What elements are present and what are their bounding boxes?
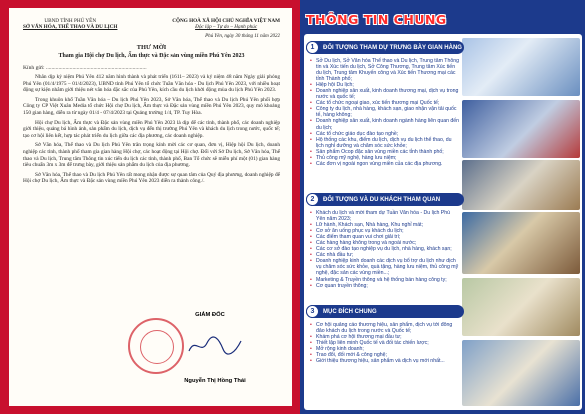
- list-item: • Các cơ sở đào tạo nghiệp vụ du lịch, nhà hàng, khách sạn;: [310, 246, 460, 252]
- photo-visitors: [462, 160, 580, 210]
- list-item: • Các hàng hàng không trong và ngoài nước;: [310, 240, 460, 246]
- list-item: • Các tổ chức giáo dục đào tạo nghề;: [310, 131, 460, 137]
- list-item: • Lữ hành, Khách sạn, Nhà hàng, Khu nghỉ mát;: [310, 222, 460, 228]
- section-title: ĐỐI TƯỢNG THAM DỰ TRƯNG BÀY GIAN HÀNG: [323, 44, 462, 51]
- section-header-purpose: [306, 305, 464, 318]
- list-item: • Sản phẩm Ocop đặc sản vùng miền các tỉnh thành phố;: [310, 149, 460, 155]
- list-item: • Mở rộng kinh doanh;: [310, 346, 460, 352]
- national-motto: [172, 18, 280, 30]
- issuing-agency: [23, 18, 117, 30]
- letter-title: THƯ MỜI: [136, 44, 167, 51]
- list-item: • Cơ quan truyền thông;: [310, 283, 460, 289]
- list-item: • Công ty du lịch, nhà hàng, khách sạn, giao nhận vận tải quốc tế, hàng không;: [310, 106, 460, 118]
- letter-paragraph: Hội chợ Du lịch, Ẩm thực và Đặc sản vùng miền Phú Yên 2023 là dịp để các tỉnh, thành phố, các doanh nghiệp giới thiệu, quảng bá hình ảnh, sản phẩm du lịch, dịch vụ đến thị trường Phú Yên và khách du lịch trong nước, quốc tế; tạo cơ hội liên kết, hợp tác phát triển du lịch giữa các địa phương, các doanh nghiệp.: [23, 119, 280, 139]
- letter-paragraph: Trong khuôn khổ Tuần Văn hóa – Du lịch Phú Yên 2023, Sở Văn hóa, Thể thao và Du lịch Phú Yên phối hợp Công ty CP Việt Xuân Media tổ chức Hội chợ Du lịch, Ẩm thực và Đặc sản vùng miền Phú Yên 2023, quy mô khoảng 150 gian hàng, diễn ra từ ngày 01/4 - 07/4/2023 tại Quảng trường 1/4, TP. Tuy Hòa.: [23, 96, 280, 116]
- list-item: • Cơ hội quảng cáo thương hiệu, sản phẩm, dịch vụ tới đông đảo khách du lịch trong nước và Quốc tế;: [310, 322, 460, 334]
- list-item: • Các nhà đầu tư;: [310, 252, 460, 258]
- purpose-list: [310, 322, 460, 364]
- exhibitor-list: [310, 58, 460, 167]
- list-item: • Thủ công mỹ nghệ, hàng lưu niệm;: [310, 155, 460, 161]
- list-item: • Marketing & Truyền thông và hệ thống bán hàng công ty;: [310, 277, 460, 283]
- agency-line-1: UBND TỈNH PHÚ YÊN: [44, 18, 97, 24]
- section-header-exhibitors: [306, 41, 464, 54]
- list-item: • Hiệp hội Du lịch;: [310, 82, 460, 88]
- list-item: • Doanh nghiệp sản xuất, kinh doanh ngành hàng liên quan đến du lịch;: [310, 118, 460, 130]
- list-item: • Thiết lập liên minh Quốc tế và đối tác chiến lược;: [310, 340, 460, 346]
- list-item: • Sở Du lịch, Sở Văn hóa Thể thao và Du lịch, Trung tâm Thông tin và Xúc tiến du lịch, Sở Công Thương, Trung tâm Xúc tiến du lịch, Trung tâm Khuyến công và Xúc tiến Thương mại các tỉnh Thành phố;: [310, 58, 460, 82]
- photo-opening-ceremony: [462, 100, 580, 158]
- list-item: • Khám phá cơ hội thương mại đầu tư;: [310, 334, 460, 340]
- photo-exhibition-booth: [462, 38, 580, 96]
- signer-name: Nguyễn Thị Hồng Thái: [184, 378, 246, 384]
- letter-subtitle: Tham gia Hội chợ Du lịch, Ẩm thực và Đặc sản vùng miền Phú Yên 2023: [58, 53, 245, 59]
- visitor-list: [310, 210, 460, 289]
- official-seal: [128, 318, 184, 374]
- list-item: • Hộ thống các khu, điểm du lịch, dịch vụ du lịch thể thao, du lịch nghỉ dưỡng và chăm sóc sức khỏe;: [310, 137, 460, 149]
- motto: Độc lập – Tự do – Hạnh phúc: [195, 24, 258, 30]
- list-item: • Trao đổi, đối mới & công nghệ;: [310, 352, 460, 358]
- letter-header: [23, 18, 280, 30]
- list-item: • Doanh nghiệp sản xuất, kinh doanh thương mại, dịch vụ trong nước và quốc tế;: [310, 88, 460, 100]
- place-date: Phú Yên, ngày 30 tháng 11 năm 2022: [205, 34, 280, 39]
- recipient-line: Kính gửi: ........................................................................: [23, 65, 147, 71]
- photo-local-products: [462, 278, 580, 336]
- section-number: 2: [306, 193, 319, 206]
- signer-title: GIÁM ĐỐC: [195, 312, 225, 318]
- signature: [185, 335, 245, 357]
- section-title: MỤC ĐÍCH CHUNG: [323, 308, 377, 315]
- section-number: 1: [306, 41, 319, 54]
- list-item: • Cơ sở ăn uống phục vụ khách du lịch;: [310, 228, 460, 234]
- letter-paragraph: Sở Văn hóa, Thể thao và Du lịch Phú Yên rất mong nhận được sự quan tâm của Quý địa phương, doanh nghiệp để Hội chợ Du lịch, Ẩm thực và Đặc sản vùng miền Phú Yên 2023 diễn ra thành công./.: [23, 171, 280, 185]
- list-item: • Các tổ chức ngoại giao, xúc tiến thương mại Quốc tế;: [310, 100, 460, 106]
- photo-scenery: [462, 340, 580, 406]
- letter-paragraph: Sở Văn hóa, Thể thao và Du lịch Phú Yên trân trọng kính mời các cơ quan, đơn vị, Hiệp hội Du lịch, doanh nghiệp các tỉnh, thành phố tham gia gian hàng Hội chợ, các hoạt động tại Hội chợ. Đối với Sở Du lịch, Sở Văn hóa, Thể thao và Du lịch, Trung tâm Thông tin xúc tiến du lịch các tỉnh, thành phố, Ban Tổ chức sẽ miễn phí một (01) gian hàng tiêu chuẩn 3m x 3m để trưng bày, giới thiệu sản phẩm du lịch của địa phương.: [23, 142, 280, 169]
- section-title: ĐỐI TƯỢNG VÀ DU KHÁCH THAM QUAN: [323, 196, 441, 203]
- section-number: 3: [306, 305, 319, 318]
- list-item: • Các đơn vị ngoài ngon vùng miền của các địa phương.: [310, 161, 460, 167]
- list-item: • Doanh nghiệp kinh doanh các dịch vụ bổ trợ du lịch như dịch vụ chăm sóc sức khỏe, quà tặng, hàng lưu niệm, thủ công mỹ nghệ, đặc sản các vùng miền...;: [310, 258, 460, 276]
- agency-line-2: SỞ VĂN HÓA, THỂ THAO VÀ DU LỊCH: [23, 24, 118, 30]
- country-name: CỘNG HOÀ XÃ HỘI CHỦ NGHĨA VIỆT NAM: [172, 18, 280, 24]
- list-item: • Các điểm tham quan vui chơi giải trí;: [310, 234, 460, 240]
- list-item: • Khách du lịch và mời tham dự Tuần Văn hóa - Du lịch Phú Yên năm 2023;: [310, 210, 460, 222]
- info-heading: THÔNG TIN CHUNG: [306, 12, 447, 27]
- photo-officials: [462, 212, 580, 274]
- section-header-visitors: [306, 193, 464, 206]
- list-item: • Giới thiệu thương hiệu, sản phẩm và dịch vụ mới nhất...: [310, 358, 460, 364]
- letter-paragraph: Nhân dịp kỷ niệm Phú Yên 412 năm hình thành và phát triển (1611– 2023) và kỷ niệm 48 năm Ngày giải phóng Phú Yên (01/4/1975 – 01/4/2023), UBND tỉnh Phú Yên tổ chức Tuần Văn hóa - Du lịch Phú Yên 2023, với nhiều hoạt động sự kiện nhằm giới thiệu nét văn hóa đặc sắc của Phú Yên, kích cầu du lịch khởi động mùa du lịch Phú Yên 2023.: [23, 74, 280, 94]
